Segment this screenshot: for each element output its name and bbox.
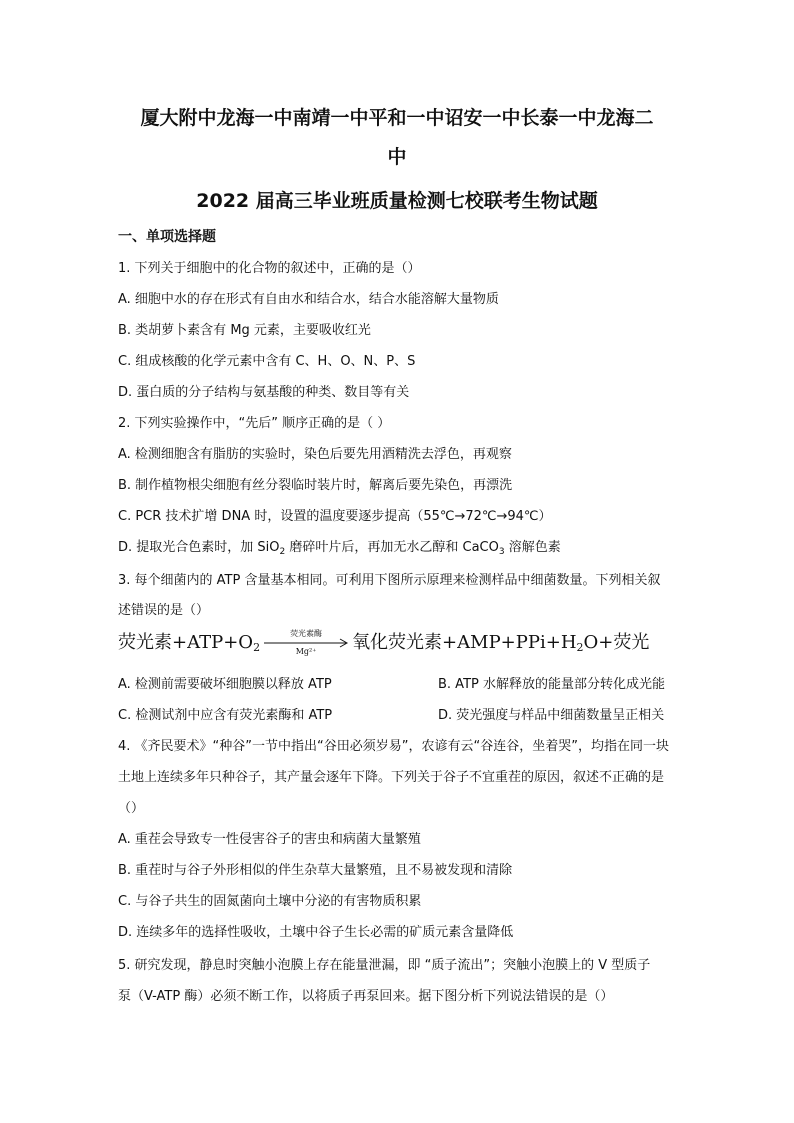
products-text-2: O+荧光 bbox=[583, 632, 650, 653]
q2-option-d-sub1: 2 bbox=[279, 547, 286, 557]
q1-option-c: C. 组成核酸的化学元素中含有 C、H、O、N、P、S bbox=[118, 354, 416, 369]
q3-option-d: D. 荧光强度与样品中细菌数量呈正相关 bbox=[438, 708, 665, 723]
q3-stem-line-2: 述错误的是（） bbox=[118, 603, 210, 618]
equation-products bbox=[352, 628, 649, 658]
q2-option-c: C. PCR 技术扩增 DNA 时，设置的温度要逐步提高（55℃→72℃→94℃） bbox=[118, 509, 552, 524]
q3-option-b: B. ATP 水解释放的能量部分转化成光能 bbox=[438, 677, 665, 692]
q1-option-a: A. 细胞中水的存在形式有自由水和结合水，结合水能溶解大量物质 bbox=[118, 292, 499, 307]
q4-option-d: D. 连续多年的选择性吸收，土壤中谷子生长必需的矿质元素含量降低 bbox=[118, 925, 514, 940]
q1-option-b: B. 类胡萝卜素含有 Mg 元素，主要吸收红光 bbox=[118, 323, 371, 338]
exam-title-line-1: 厦大附中龙海一中南靖一中平和一中诏安一中长泰一中龙海二 bbox=[140, 107, 654, 129]
equation-reactants bbox=[118, 628, 260, 658]
q2-stem: 2. 下列实验操作中，“先后” 顺序正确的是（ ） bbox=[118, 416, 391, 431]
q5-stem-line-1: 5. 研究发现，静息时突触小泡膜上存在能量泄漏，即 “质子流出”；突触小泡膜上的 V 型质子 bbox=[118, 958, 651, 973]
q3-stem-line-1: 3. 每个细菌内的 ATP 含量基本相同。可利用下图所示原理来检测样品中细菌数量。下列相关叙 bbox=[118, 573, 661, 588]
q4-option-a: A. 重茬会导致专一性侵害谷子的害虫和病菌大量繁殖 bbox=[118, 832, 421, 847]
q2-option-d-part2: 磨碎叶片后，再加无水乙醇和 CaCO bbox=[285, 540, 499, 555]
q2-option-d-part1: D. 提取光合色素时，加 SiO bbox=[118, 540, 280, 555]
reaction-arrow bbox=[262, 628, 350, 658]
q1-option-d: D. 蛋白质的分子结构与氨基酸的种类、数目等有关 bbox=[118, 385, 410, 400]
q2-option-b: B. 制作植物根尖细胞有丝分裂临时装片时，解离后要先染色，再漂洗 bbox=[118, 478, 513, 493]
arrow-condition-enzyme: 荧光素酶 bbox=[290, 629, 323, 638]
h2o-subscript: 2 bbox=[576, 641, 584, 654]
exam-title-line-2: 中 bbox=[387, 146, 407, 168]
q3-option-c: C. 检测试剂中应含有荧光素酶和 ATP bbox=[118, 708, 333, 723]
reaction-equation bbox=[118, 628, 649, 658]
exam-title-line-3: 2022 届高三毕业班质量检测七校联考生物试题 bbox=[196, 190, 598, 212]
arrow-condition-ion: Mg²⁺ bbox=[295, 647, 317, 656]
reactants-text: 荧光素+ATP+O bbox=[118, 632, 254, 653]
products-text-1: 氧化荧光素+AMP+PPi+H bbox=[352, 632, 577, 653]
q1-stem: 1. 下列关于细胞中的化合物的叙述中，正确的是（） bbox=[118, 261, 421, 276]
q2-option-d-part3: 溶解色素 bbox=[504, 540, 561, 555]
section-heading: 一、单项选择题 bbox=[118, 229, 216, 245]
q4-stem-line-3: （） bbox=[118, 801, 145, 816]
q4-stem-line-2: 土地上连续多年只种谷子，其产量会逐年下降。下列关于谷子不宜重茬的原因，叙述不正确的是 bbox=[118, 770, 665, 785]
q5-stem-line-2: 泵（V-ATP 酶）必须不断工作，以将质子再泵回来。据下图分析下列说法错误的是（） bbox=[118, 989, 614, 1004]
q4-option-c: C. 与谷子共生的固氮菌向土壤中分泌的有害物质积累 bbox=[118, 894, 422, 909]
q2-option-a: A. 检测细胞含有脂肪的实验时，染色后要先用酒精洗去浮色，再观察 bbox=[118, 447, 512, 462]
q2-option-d bbox=[118, 539, 561, 557]
q3-option-a: A. 检测前需要破坏细胞膜以释放 ATP bbox=[118, 677, 332, 692]
q4-stem-line-1: 4. 《齐民要术》“种谷”一节中指出“谷田必须岁易”，农谚有云“谷连谷，坐着哭”，均指在同一块 bbox=[118, 739, 669, 754]
q4-option-b: B. 重茬时与谷子外形相似的伴生杂草大量繁殖，且不易被发现和清除 bbox=[118, 863, 513, 878]
q2-option-d-sub2: 3 bbox=[498, 547, 505, 557]
o2-subscript: 2 bbox=[253, 641, 261, 654]
